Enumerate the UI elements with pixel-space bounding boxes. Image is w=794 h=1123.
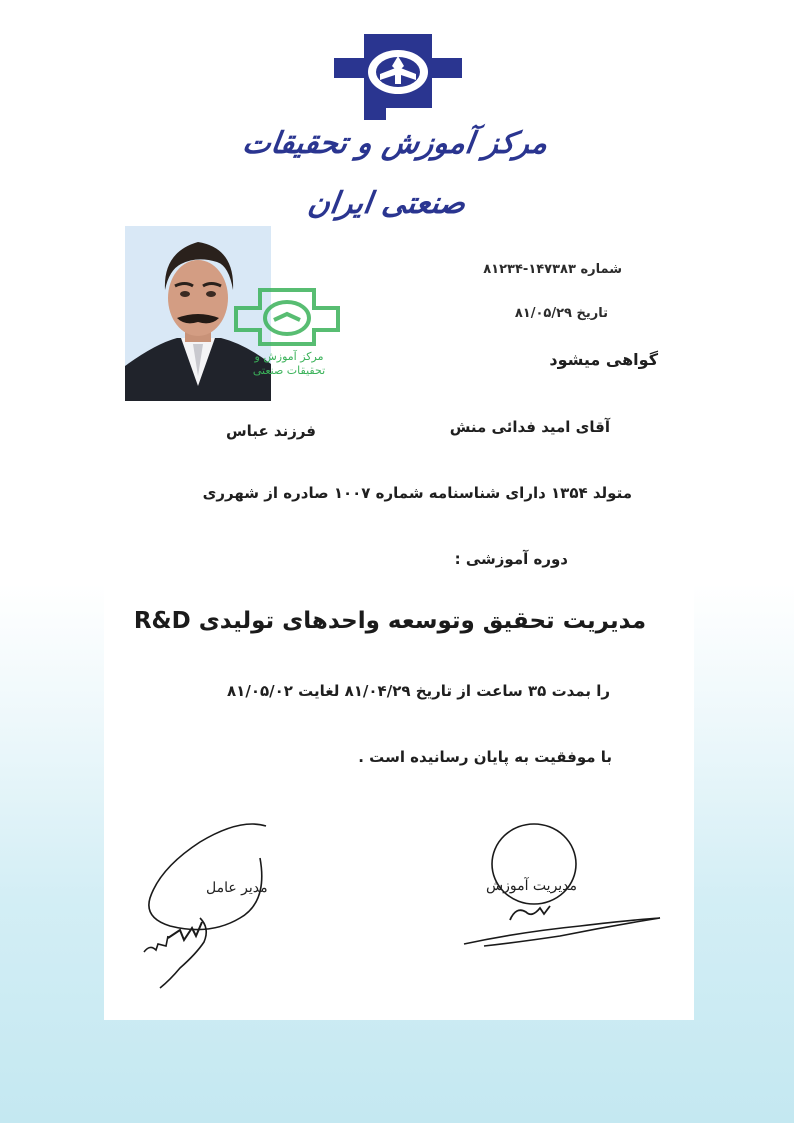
institute-logo [334,34,462,120]
ceo-signature [140,818,280,998]
organization-name: مرکز آموزش و تحقیقات صنعتی ایران [240,126,550,221]
certificate-date: تاریخ ۸۱/۰۵/۲۹ [514,306,608,321]
ceo-title: مدیر عامل [206,880,268,896]
heading-certify: گواهی میشود [549,350,658,369]
father-name: فرزند عباس [225,422,316,440]
training-manager-title: مدیریت آموزش [486,878,578,894]
recipient-name: آقای امید فدائی منش [449,418,610,436]
birth-details: متولد ۱۳۵۴ دارای شناسنامه شماره ۱۰۰۷ صادره از شهرری [202,484,632,502]
stamp-text: مرکز آموزش و تحقیقات صنعتی [252,350,326,377]
certificate-number: شماره ۱۴۷۳۸۳-۸۱۲۳۴ [483,262,622,277]
course-label: دوره آموزشی : [454,550,568,568]
course-title: مدیریت تحقیق وتوسعه واحدهای تولیدی R&D [133,608,647,634]
course-duration: را بمدت ۳۵ ساعت از تاریخ ۸۱/۰۴/۲۹ لغایت ۸۱/۰۵/۰۲ [227,682,610,700]
completion-statement: با موفقیت به پایان رسانیده است . [358,748,612,766]
